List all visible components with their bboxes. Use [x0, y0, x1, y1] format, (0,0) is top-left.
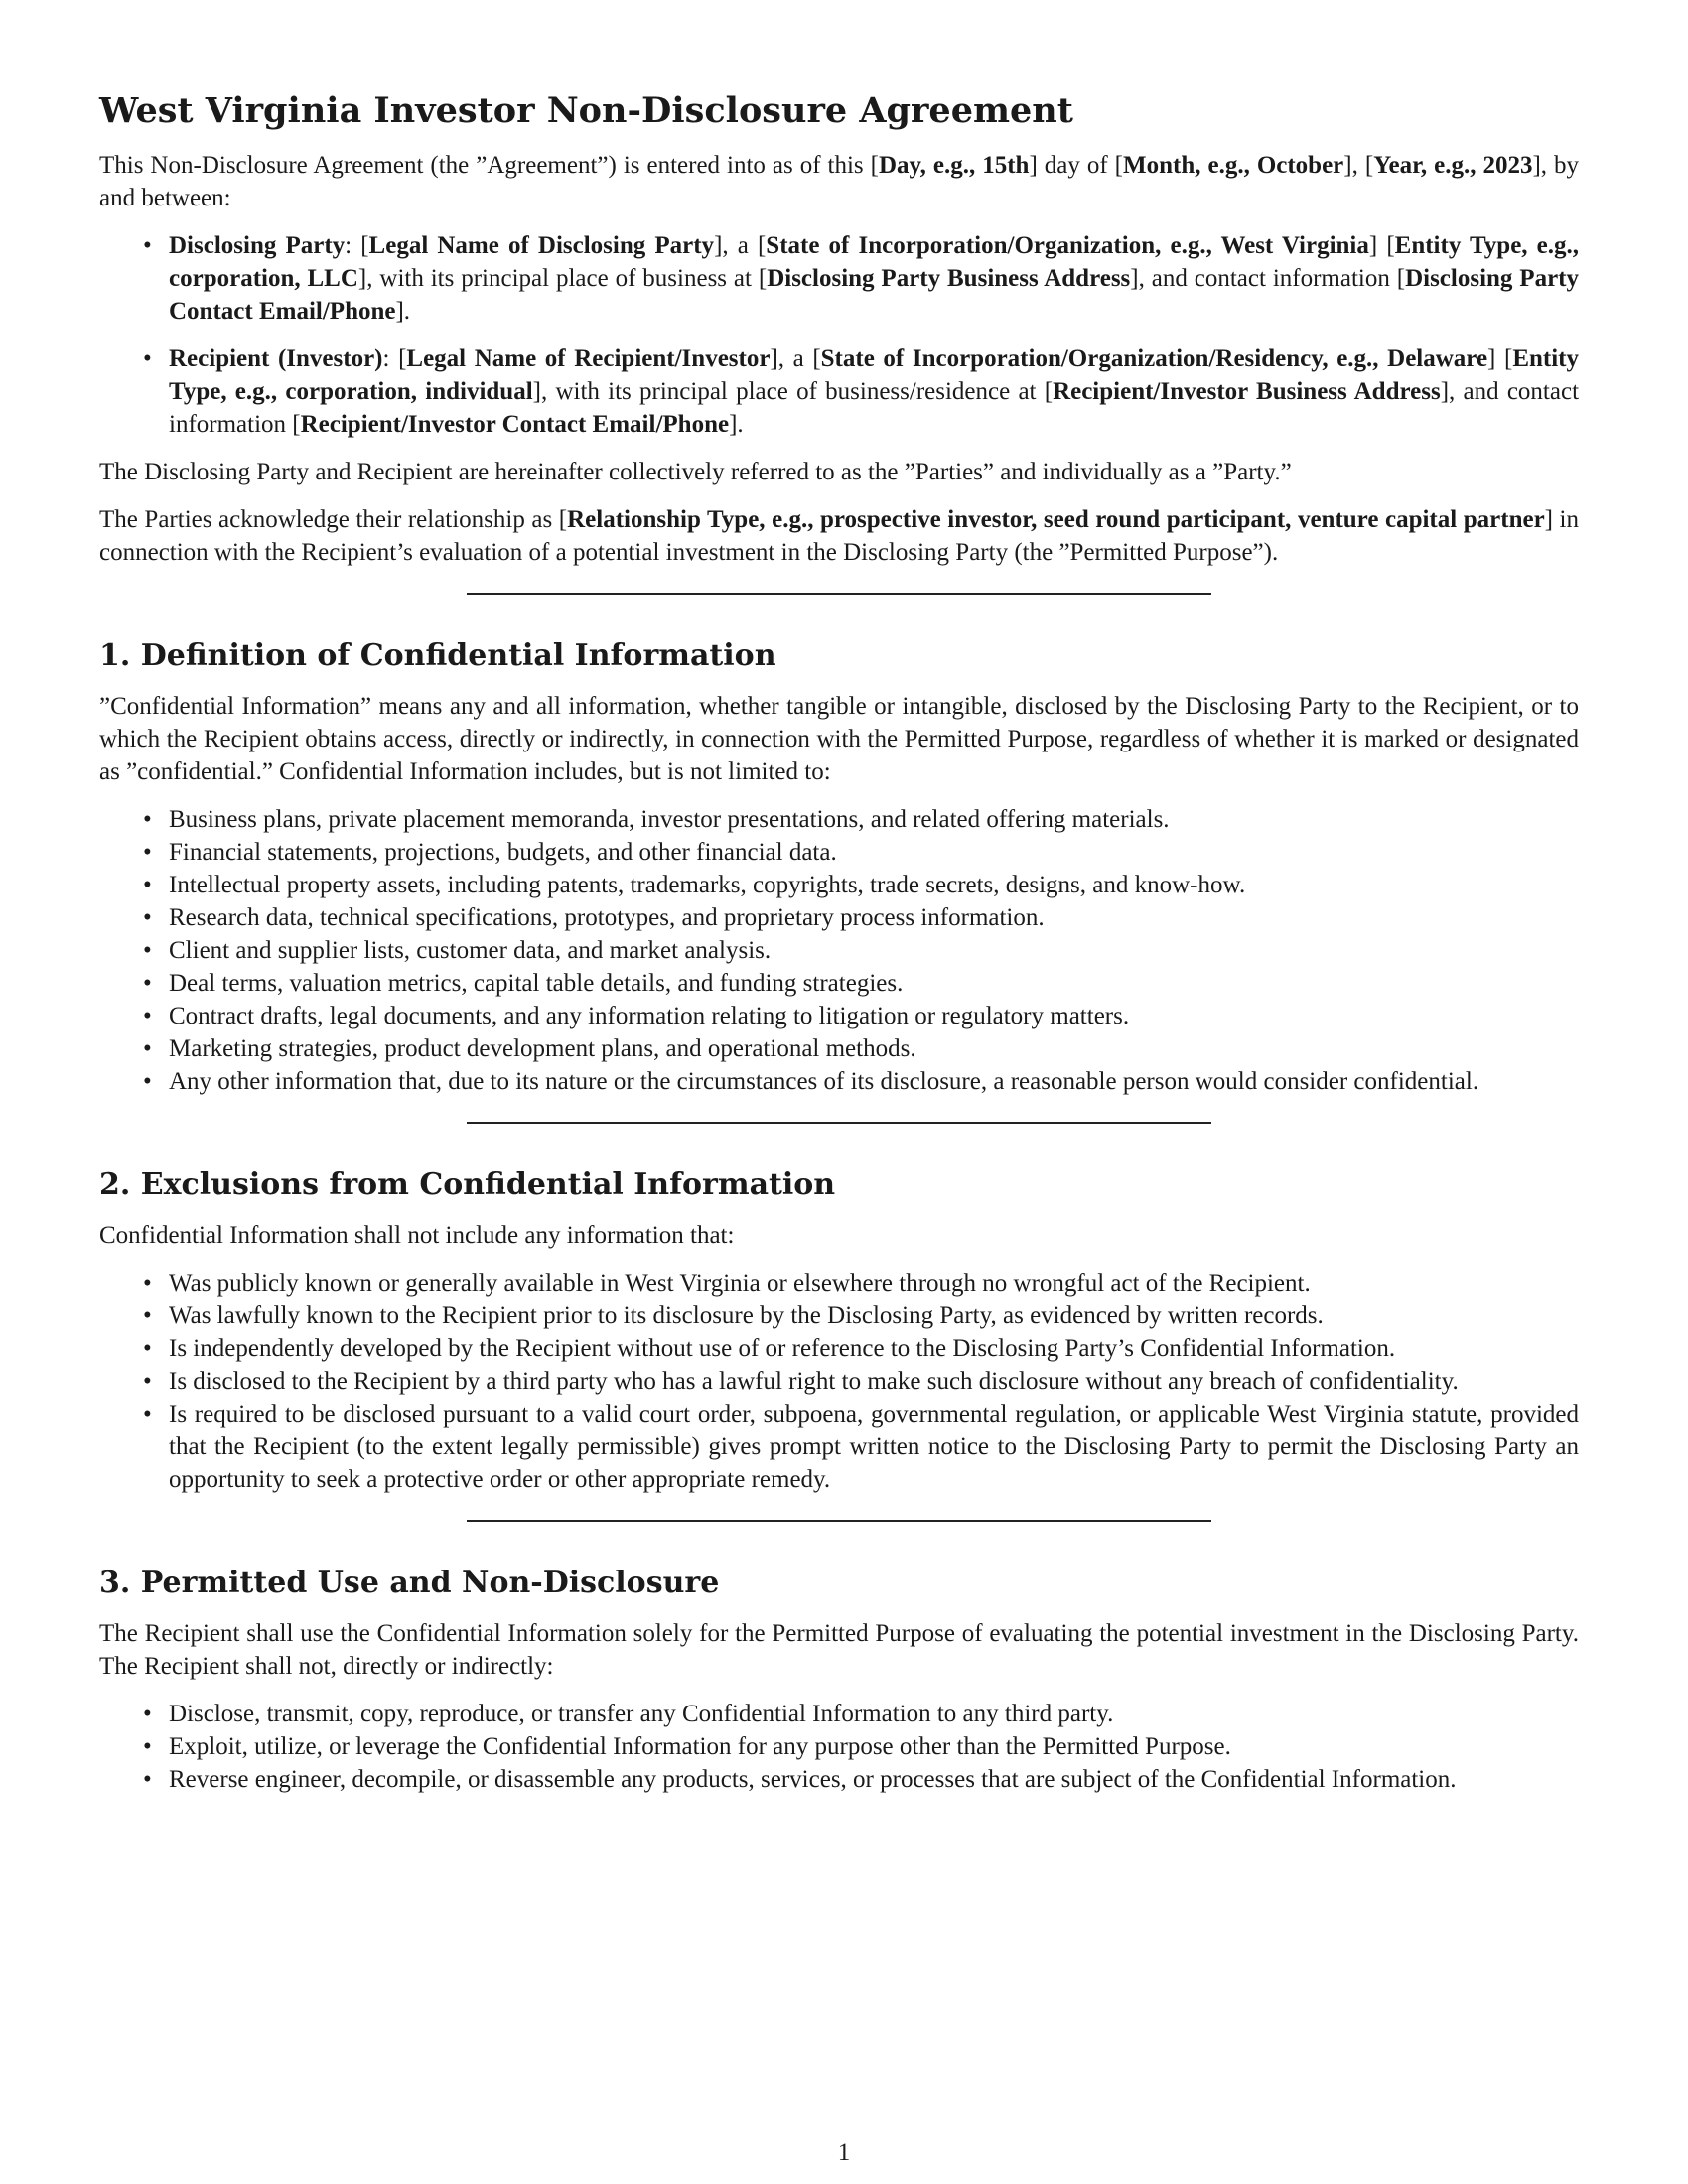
section-heading: 2. Exclusions from Confidential Information [99, 1167, 836, 1202]
list-item: • Financial statements, projections, budgets, and other financial data. [169, 836, 1579, 869]
relationship-paragraph: The Parties acknowledge their relationship as [Relationship Type, e.g., prospective investor, seed round participant, venture capital partner] in connection with the Recipient’s evaluation of a potential investment in the Disclosing Party (the ”Permitted Purpose”). [99, 506, 1579, 566]
section-list [99, 1698, 1579, 1796]
list-item: • Any other information that, due to its nature or the circumstances of its disclosure, a reasonable person would consider confidential. [169, 1065, 1579, 1098]
section-intro: Confidential Information shall not include any information that: [99, 1222, 735, 1249]
list-item: • Is required to be disclosed pursuant to a valid court order, subpoena, governmental regulation, or applicable West Virginia statute, provided that the Recipient (to the extent legally permissible) gives prompt written notice to the Disclosing Party to permit the Disclosing Party an opportunity to seek a protective order or other appropriate remedy. [169, 1398, 1579, 1496]
parties-list [99, 229, 1579, 441]
page-number: 1 [837, 2139, 851, 2166]
section-divider [467, 1520, 1211, 1522]
party-recipient: • Recipient (Investor): [Legal Name of Recipient/Investor], a [State of Incorporation/Organization/Residency, e.g., Delaware] [Entity Type, e.g., corporation, individual], with its principal place of business/residence at [Recipient/Investor Business Address], and contact information [Recipient/Investor Contact Email/Phone]. [169, 342, 1579, 441]
day-placeholder: Day, e.g., 15th [878, 152, 1030, 179]
party-disclosing: • Disclosing Party: [Legal Name of Disclosing Party], a [State of Incorporation/Organization, e.g., West Virginia] [Entity Type, e.g., corporation, LLC], with its principal place of business at [Disclosing Party Business Address], and contact information [Disclosing Party Contact Email/Phone]. [169, 229, 1579, 328]
section-intro: ”Confidential Information” means any and all information, whether tangible or intangible, disclosed by the Disclosing Party to the Recipient, or to which the Recipient obtains access, directly or indirectly, in connection with the Permitted Purpose, regardless of whether it is marked or designated as ”confidential.” Confidential Information includes, but is not limited to: [99, 693, 1579, 785]
list-item: • Intellectual property assets, including patents, trademarks, copyrights, trade secrets, designs, and know-how. [169, 869, 1579, 901]
list-item: • Exploit, utilize, or leverage the Confidential Information for any purpose other than the Permitted Purpose. [169, 1730, 1579, 1763]
parties-note: The Disclosing Party and Recipient are hereinafter collectively referred to as the ”Parties” and individually as a ”Party.” [99, 459, 1292, 485]
list-item: • Marketing strategies, product development plans, and operational methods. [169, 1032, 1579, 1065]
section-list [99, 1267, 1579, 1496]
year-placeholder: Year, e.g., 2023 [1373, 152, 1533, 179]
relationship-placeholder: Relationship Type, e.g., prospective investor, seed round participant, venture capital partner [567, 506, 1545, 533]
list-item: • Disclose, transmit, copy, reproduce, or transfer any Confidential Information to any third party. [169, 1698, 1579, 1730]
month-placeholder: Month, e.g., October [1123, 152, 1344, 179]
list-item: • Deal terms, valuation metrics, capital table details, and funding strategies. [169, 967, 1579, 1000]
list-item: • Is disclosed to the Recipient by a third party who has a lawful right to make such disclosure without any breach of confidentiality. [169, 1365, 1579, 1398]
list-item: • Research data, technical specifications, prototypes, and proprietary process information. [169, 901, 1579, 934]
party-label: Recipient (Investor) [169, 345, 383, 372]
list-item: • Was lawfully known to the Recipient prior to its disclosure by the Disclosing Party, as evidenced by written records. [169, 1299, 1579, 1332]
list-item: • Contract drafts, legal documents, and any information relating to litigation or regulatory matters. [169, 1000, 1579, 1032]
list-item: • Is independently developed by the Recipient without use of or reference to the Disclosing Party’s Confidential Information. [169, 1332, 1579, 1365]
document-title: West Virginia Investor Non-Disclosure Agreement [99, 90, 1073, 131]
section-divider [467, 593, 1211, 595]
intro-paragraph: This Non-Disclosure Agreement (the ”Agreement”) is entered into as of this [Day, e.g., 15th] day of [Month, e.g., October], [Year, e.g., 2023], by and between: [99, 152, 1580, 211]
list-item: • Business plans, private placement memoranda, investor presentations, and related offering materials. [169, 803, 1579, 836]
section-intro: The Recipient shall use the Confidential Information solely for the Permitted Purpose of evaluating the potential investment in the Disclosing Party. The Recipient shall not, directly or indirectly: [99, 1620, 1579, 1680]
list-item: • Client and supplier lists, customer data, and market analysis. [169, 934, 1579, 967]
section-heading: 1. Definition of Confidential Information [99, 638, 776, 673]
list-item: • Reverse engineer, decompile, or disassemble any products, services, or processes that are subject of the Confidential Information. [169, 1763, 1579, 1796]
section-divider [467, 1122, 1211, 1124]
document-page [99, 87, 1579, 1811]
section-list [99, 803, 1579, 1098]
party-label: Disclosing Party [169, 232, 346, 259]
section-heading: 3. Permitted Use and Non-Disclosure [99, 1566, 720, 1600]
list-item: • Was publicly known or generally available in West Virginia or elsewhere through no wrongful act of the Recipient. [169, 1267, 1579, 1299]
